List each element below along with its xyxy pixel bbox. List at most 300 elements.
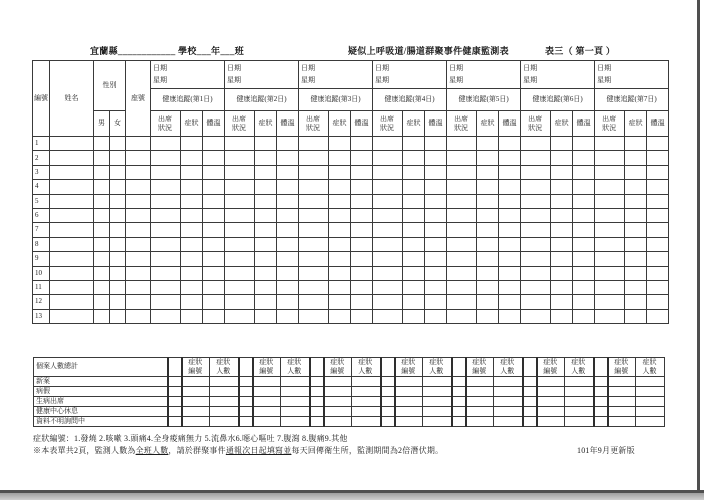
- day-6-symptom-entry-cell: [551, 137, 573, 151]
- day-6-temperature-entry-cell: [573, 223, 595, 237]
- student-row-10: [33, 266, 669, 280]
- day-3-attendance-entry-cell: [299, 194, 329, 208]
- day-2-temperature-entry-cell: [277, 180, 299, 194]
- day-1-attendance-header: [151, 111, 181, 137]
- day-5-symptom-entry-cell: [477, 237, 499, 251]
- summary-symptom-code-entry-cell: [395, 417, 423, 427]
- summary-symptom-count-entry-cell: [210, 417, 239, 427]
- day-7-symptom-entry-cell: [625, 309, 647, 323]
- symptom-count-label: 症狀人數: [500, 358, 515, 375]
- summary-symptom-code-entry-cell: [324, 387, 352, 397]
- summary-symptom-count-entry-cell: [423, 377, 452, 387]
- date-label: 日期: [153, 64, 167, 72]
- day-2-temperature-entry-cell: [277, 137, 299, 151]
- summary-row-label: 生病出席: [34, 397, 168, 407]
- day-2-attendance-entry-cell: [225, 252, 255, 266]
- day-2-symptom-entry-cell: [255, 223, 277, 237]
- day-2-temperature-entry-cell: [277, 266, 299, 280]
- summary-symptom-code-entry-cell: [253, 397, 281, 407]
- day-3-attendance-header: [299, 111, 329, 137]
- summary-spacer-entry-cell: [239, 407, 253, 417]
- day-2-attendance-entry-cell: [225, 137, 255, 151]
- symptom-code-label: 症狀編號: [330, 358, 345, 375]
- summary-day-5-symptom-count-header: [494, 358, 523, 377]
- day-3-attendance-entry-cell: [299, 280, 329, 294]
- male-entry-cell: [94, 309, 110, 323]
- day-6-symptom-entry-cell: [551, 194, 573, 208]
- day-3-symptom-entry-cell: [329, 237, 351, 251]
- day-4-temperature-entry-cell: [425, 151, 447, 165]
- day-4-temperature-entry-cell: [425, 252, 447, 266]
- day-2-symptom-entry-cell: [255, 137, 277, 151]
- summary-spacer-entry-cell: [594, 417, 608, 427]
- day-2-symptom-entry-cell: [255, 309, 277, 323]
- summary-spacer-entry-cell: [310, 387, 324, 397]
- day-7-temperature-entry-cell: [647, 151, 669, 165]
- summary-symptom-count-entry-cell: [423, 417, 452, 427]
- day-4-temperature-entry-cell: [425, 309, 447, 323]
- summary-symptom-code-entry-cell: [324, 417, 352, 427]
- summary-row: [34, 387, 665, 397]
- summary-spacer-entry-cell: [310, 397, 324, 407]
- day-4-temperature-entry-cell: [425, 165, 447, 179]
- summary-symptom-code-entry-cell: [608, 407, 636, 417]
- summary-day-1-symptom-count-header: [210, 358, 239, 377]
- summary-day-7-symptom-count-header: [636, 358, 665, 377]
- symptom-count-label: 症狀人數: [642, 358, 657, 375]
- day-6-symptom-entry-cell: [551, 223, 573, 237]
- day-2-temperature-entry-cell: [277, 223, 299, 237]
- day-5-attendance-entry-cell: [447, 280, 477, 294]
- day-7-attendance-entry-cell: [595, 309, 625, 323]
- day-6-temperature-entry-cell: [573, 252, 595, 266]
- row-number-cell: 5: [33, 194, 50, 208]
- day-5-symptom-entry-cell: [477, 266, 499, 280]
- summary-symptom-count-entry-cell: [281, 417, 310, 427]
- day-6-attendance-entry-cell: [521, 295, 551, 309]
- summary-row: [34, 407, 665, 417]
- summary-day-6-symptom-code-header: [537, 358, 565, 377]
- summary-symptom-code-entry-cell: [182, 377, 210, 387]
- day-7-attendance-header: [595, 111, 625, 137]
- male-entry-cell: [94, 280, 110, 294]
- summary-spacer-entry-cell: [239, 397, 253, 407]
- student-row-9: [33, 252, 669, 266]
- summary-spacer-entry-cell: [594, 377, 608, 387]
- summary-spacer-entry-cell: [168, 407, 182, 417]
- day-2-attendance-entry-cell: [225, 165, 255, 179]
- day-3-tracking-header: 健康追蹤(第3日): [299, 89, 373, 111]
- female-entry-cell: [110, 295, 126, 309]
- seat-entry-cell: [126, 280, 151, 294]
- female-entry-cell: [110, 180, 126, 194]
- summary-symptom-code-entry-cell: [395, 377, 423, 387]
- student-row-1: [33, 137, 669, 151]
- name-entry-cell: [50, 165, 94, 179]
- day-1-attendance-entry-cell: [151, 194, 181, 208]
- day-5-attendance-entry-cell: [447, 151, 477, 165]
- day-1-symptom-entry-cell: [181, 280, 203, 294]
- summary-day-1-spacer-cell: [168, 358, 182, 377]
- day-2-attendance-entry-cell: [225, 194, 255, 208]
- day-7-attendance-entry-cell: [595, 237, 625, 251]
- day-6-date-week-cell: [521, 61, 595, 89]
- day-1-attendance-entry-cell: [151, 309, 181, 323]
- male-entry-cell: [94, 137, 110, 151]
- day-1-symptom-entry-cell: [181, 223, 203, 237]
- day-6-symptom-entry-cell: [551, 280, 573, 294]
- summary-symptom-code-entry-cell: [608, 387, 636, 397]
- summary-symptom-code-entry-cell: [537, 387, 565, 397]
- day-2-attendance-entry-cell: [225, 280, 255, 294]
- day-5-attendance-entry-cell: [447, 137, 477, 151]
- day-6-symptom-header: 症狀: [551, 111, 573, 137]
- summary-day-7-spacer-cell: [594, 358, 608, 377]
- student-row-7: [33, 223, 669, 237]
- day-7-temperature-entry-cell: [647, 208, 669, 222]
- day-4-attendance-entry-cell: [373, 237, 403, 251]
- week-label: 星期: [449, 76, 464, 84]
- day-4-attendance-entry-cell: [373, 180, 403, 194]
- day-5-temperature-entry-cell: [499, 180, 521, 194]
- day-2-date-week-cell: [225, 61, 299, 89]
- day-6-attendance-entry-cell: [521, 223, 551, 237]
- day-1-symptom-entry-cell: [181, 194, 203, 208]
- day-3-symptom-header: 症狀: [329, 111, 351, 137]
- summary-symptom-count-entry-cell: [565, 377, 594, 387]
- day-2-tracking-header: 健康追蹤(第2日): [225, 89, 299, 111]
- instruction-note: [33, 445, 443, 456]
- day-6-temperature-entry-cell: [573, 280, 595, 294]
- seat-entry-cell: [126, 180, 151, 194]
- day-4-symptom-entry-cell: [403, 208, 425, 222]
- day-6-attendance-entry-cell: [521, 180, 551, 194]
- day-6-temperature-entry-cell: [573, 295, 595, 309]
- summary-symptom-count-entry-cell: [210, 387, 239, 397]
- date-label: 日期: [523, 64, 538, 72]
- day-4-temperature-entry-cell: [425, 237, 447, 251]
- day-4-symptom-entry-cell: [403, 309, 425, 323]
- day-6-attendance-entry-cell: [521, 252, 551, 266]
- seat-entry-cell: [126, 237, 151, 251]
- summary-symptom-count-entry-cell: [636, 407, 665, 417]
- student-row-2: [33, 151, 669, 165]
- day-5-attendance-entry-cell: [447, 309, 477, 323]
- summary-symptom-count-entry-cell: [281, 387, 310, 397]
- day-3-symptom-entry-cell: [329, 151, 351, 165]
- day-7-symptom-entry-cell: [625, 137, 647, 151]
- female-entry-cell: [110, 252, 126, 266]
- day-5-attendance-entry-cell: [447, 223, 477, 237]
- name-entry-cell: [50, 280, 94, 294]
- day-2-symptom-header: 症狀: [255, 111, 277, 137]
- day-6-tracking-header: 健康追蹤(第6日): [521, 89, 595, 111]
- day-1-symptom-entry-cell: [181, 151, 203, 165]
- day-3-attendance-entry-cell: [299, 252, 329, 266]
- summary-symptom-count-entry-cell: [352, 397, 381, 407]
- day-5-temperature-entry-cell: [499, 266, 521, 280]
- day-4-temperature-entry-cell: [425, 266, 447, 280]
- day-1-attendance-entry-cell: [151, 165, 181, 179]
- day-3-symptom-entry-cell: [329, 252, 351, 266]
- female-entry-cell: [110, 194, 126, 208]
- day-1-attendance-entry-cell: [151, 137, 181, 151]
- day-2-symptom-entry-cell: [255, 180, 277, 194]
- day-5-temperature-entry-cell: [499, 151, 521, 165]
- case-count-summary-table: [33, 357, 665, 427]
- day-4-symptom-entry-cell: [403, 137, 425, 151]
- summary-spacer-entry-cell: [310, 377, 324, 387]
- day-4-symptom-entry-cell: [403, 252, 425, 266]
- summary-symptom-count-entry-cell: [565, 417, 594, 427]
- name-entry-cell: [50, 208, 94, 222]
- attendance-label: 出席狀況: [602, 114, 617, 132]
- day-4-attendance-entry-cell: [373, 194, 403, 208]
- date-label: 日期: [227, 64, 242, 72]
- day-3-date-week-cell: [299, 61, 373, 89]
- day-1-date-week-cell: [151, 61, 225, 89]
- summary-spacer-entry-cell: [452, 417, 466, 427]
- summary-spacer-entry-cell: [452, 397, 466, 407]
- summary-symptom-count-entry-cell: [352, 407, 381, 417]
- day-3-attendance-entry-cell: [299, 165, 329, 179]
- day-3-temperature-header: 體溫: [351, 111, 373, 137]
- day-7-temperature-entry-cell: [647, 180, 669, 194]
- summary-spacer-entry-cell: [381, 397, 395, 407]
- day-1-temperature-entry-cell: [203, 252, 225, 266]
- day-3-attendance-entry-cell: [299, 208, 329, 222]
- day-7-temperature-entry-cell: [647, 309, 669, 323]
- day-5-symptom-entry-cell: [477, 151, 499, 165]
- day-1-attendance-entry-cell: [151, 295, 181, 309]
- day-6-temperature-entry-cell: [573, 151, 595, 165]
- seat-entry-cell: [126, 295, 151, 309]
- student-row-4: [33, 180, 669, 194]
- day-6-symptom-entry-cell: [551, 165, 573, 179]
- summary-symptom-count-entry-cell: [352, 377, 381, 387]
- day-1-symptom-entry-cell: [181, 309, 203, 323]
- day-5-symptom-entry-cell: [477, 295, 499, 309]
- day-2-symptom-entry-cell: [255, 266, 277, 280]
- day-3-attendance-entry-cell: [299, 180, 329, 194]
- note-prefix: ※本表單共2頁，監測人數為: [33, 446, 136, 455]
- day-7-attendance-entry-cell: [595, 208, 625, 222]
- summary-day-4-symptom-code-header: [395, 358, 423, 377]
- day-1-temperature-entry-cell: [203, 165, 225, 179]
- summary-spacer-entry-cell: [452, 387, 466, 397]
- summary-symptom-code-entry-cell: [182, 387, 210, 397]
- day-2-temperature-entry-cell: [277, 237, 299, 251]
- summary-row-label: 資料不明詢問中: [34, 417, 168, 427]
- day-3-temperature-entry-cell: [351, 309, 373, 323]
- day-6-attendance-entry-cell: [521, 208, 551, 222]
- summary-spacer-entry-cell: [381, 407, 395, 417]
- symptom-count-label: 症狀人數: [358, 358, 373, 375]
- summary-spacer-entry-cell: [523, 407, 537, 417]
- summary-symptom-count-entry-cell: [636, 387, 665, 397]
- day-1-temperature-entry-cell: [203, 309, 225, 323]
- day-5-attendance-entry-cell: [447, 180, 477, 194]
- day-3-attendance-entry-cell: [299, 137, 329, 151]
- week-label: 星期: [597, 76, 612, 84]
- day-4-symptom-entry-cell: [403, 280, 425, 294]
- day-6-symptom-entry-cell: [551, 266, 573, 280]
- row-number-cell: 10: [33, 266, 50, 280]
- summary-spacer-entry-cell: [523, 387, 537, 397]
- summary-symptom-code-entry-cell: [608, 377, 636, 387]
- name-header: 姓名: [50, 61, 94, 137]
- day-5-temperature-entry-cell: [499, 194, 521, 208]
- summary-day-3-symptom-count-header: [352, 358, 381, 377]
- day-7-attendance-entry-cell: [595, 252, 625, 266]
- day-6-temperature-header: 體溫: [573, 111, 595, 137]
- summary-symptom-count-entry-cell: [494, 417, 523, 427]
- day-6-attendance-header: [521, 111, 551, 137]
- summary-total-header: 個案人數總計: [34, 358, 168, 377]
- summary-spacer-entry-cell: [452, 407, 466, 417]
- row-number-cell: 1: [33, 137, 50, 151]
- day-3-temperature-entry-cell: [351, 208, 373, 222]
- day-3-symptom-entry-cell: [329, 280, 351, 294]
- seat-entry-cell: [126, 194, 151, 208]
- row-number-cell: 8: [33, 237, 50, 251]
- day-4-temperature-header: 體溫: [425, 111, 447, 137]
- student-row-3: [33, 165, 669, 179]
- male-entry-cell: [94, 208, 110, 222]
- summary-symptom-code-entry-cell: [537, 397, 565, 407]
- day-7-symptom-entry-cell: [625, 194, 647, 208]
- day-7-temperature-entry-cell: [647, 295, 669, 309]
- day-5-attendance-entry-cell: [447, 165, 477, 179]
- day-1-temperature-entry-cell: [203, 237, 225, 251]
- summary-symptom-count-entry-cell: [281, 407, 310, 417]
- name-entry-cell: [50, 194, 94, 208]
- summary-spacer-entry-cell: [310, 417, 324, 427]
- summary-spacer-entry-cell: [239, 417, 253, 427]
- summary-symptom-count-entry-cell: [281, 397, 310, 407]
- day-1-tracking-header: 健康追蹤(第1日): [151, 89, 225, 111]
- summary-symptom-code-entry-cell: [182, 397, 210, 407]
- symptom-code-label: 症狀編號: [614, 358, 629, 375]
- day-7-symptom-entry-cell: [625, 151, 647, 165]
- day-7-attendance-entry-cell: [595, 295, 625, 309]
- day-4-attendance-entry-cell: [373, 151, 403, 165]
- day-7-symptom-header: 症狀: [625, 111, 647, 137]
- summary-symptom-code-entry-cell: [537, 407, 565, 417]
- day-1-temperature-entry-cell: [203, 137, 225, 151]
- summary-spacer-entry-cell: [168, 377, 182, 387]
- summary-symptom-code-entry-cell: [324, 397, 352, 407]
- day-2-temperature-entry-cell: [277, 151, 299, 165]
- day-3-symptom-entry-cell: [329, 309, 351, 323]
- day-3-symptom-entry-cell: [329, 137, 351, 151]
- day-2-attendance-header: [225, 111, 255, 137]
- seat-entry-cell: [126, 223, 151, 237]
- symptom-code-label: 症狀編號: [543, 358, 558, 375]
- day-1-attendance-entry-cell: [151, 237, 181, 251]
- male-entry-cell: [94, 237, 110, 251]
- summary-symptom-code-entry-cell: [395, 407, 423, 417]
- day-5-attendance-entry-cell: [447, 208, 477, 222]
- row-number-cell: 13: [33, 309, 50, 323]
- day-1-symptom-entry-cell: [181, 165, 203, 179]
- seat-entry-cell: [126, 266, 151, 280]
- day-6-attendance-entry-cell: [521, 280, 551, 294]
- day-3-symptom-entry-cell: [329, 180, 351, 194]
- day-4-temperature-entry-cell: [425, 137, 447, 151]
- attendance-label: 出席狀況: [454, 114, 469, 132]
- version-label: 101年9月更新版: [577, 446, 635, 455]
- day-7-symptom-entry-cell: [625, 295, 647, 309]
- day-7-attendance-entry-cell: [595, 266, 625, 280]
- seat-entry-cell: [126, 165, 151, 179]
- seat-entry-cell: [126, 137, 151, 151]
- day-7-attendance-entry-cell: [595, 165, 625, 179]
- day-2-symptom-entry-cell: [255, 165, 277, 179]
- summary-spacer-entry-cell: [594, 397, 608, 407]
- day-4-temperature-entry-cell: [425, 180, 447, 194]
- sheet-number: 表三（ 第一頁 ）: [545, 46, 616, 56]
- name-entry-cell: [50, 180, 94, 194]
- day-5-symptom-entry-cell: [477, 180, 499, 194]
- summary-day-6-spacer-cell: [523, 358, 537, 377]
- summary-symptom-code-entry-cell: [253, 417, 281, 427]
- summary-symptom-count-entry-cell: [636, 397, 665, 407]
- student-row-8: [33, 237, 669, 251]
- day-6-temperature-entry-cell: [573, 237, 595, 251]
- day-5-temperature-entry-cell: [499, 295, 521, 309]
- summary-symptom-count-entry-cell: [636, 377, 665, 387]
- day-1-symptom-header: 症狀: [181, 111, 203, 137]
- day-2-temperature-entry-cell: [277, 208, 299, 222]
- summary-symptom-count-entry-cell: [352, 387, 381, 397]
- day-5-attendance-entry-cell: [447, 194, 477, 208]
- summary-spacer-entry-cell: [168, 387, 182, 397]
- day-2-symptom-entry-cell: [255, 151, 277, 165]
- day-1-symptom-entry-cell: [181, 252, 203, 266]
- day-1-symptom-entry-cell: [181, 237, 203, 251]
- day-6-temperature-entry-cell: [573, 165, 595, 179]
- male-entry-cell: [94, 151, 110, 165]
- summary-symptom-count-entry-cell: [494, 377, 523, 387]
- day-7-temperature-header: 體溫: [647, 111, 669, 137]
- male-entry-cell: [94, 266, 110, 280]
- seat-entry-cell: [126, 208, 151, 222]
- name-entry-cell: [50, 266, 94, 280]
- day-3-attendance-entry-cell: [299, 266, 329, 280]
- summary-symptom-count-entry-cell: [494, 387, 523, 397]
- summary-symptom-code-entry-cell: [253, 407, 281, 417]
- day-7-temperature-entry-cell: [647, 237, 669, 251]
- summary-spacer-entry-cell: [523, 377, 537, 387]
- day-3-temperature-entry-cell: [351, 295, 373, 309]
- day-4-attendance-entry-cell: [373, 137, 403, 151]
- day-3-symptom-entry-cell: [329, 208, 351, 222]
- name-entry-cell: [50, 137, 94, 151]
- day-7-attendance-entry-cell: [595, 223, 625, 237]
- summary-symptom-code-entry-cell: [324, 377, 352, 387]
- day-2-temperature-header: 體溫: [277, 111, 299, 137]
- summary-spacer-entry-cell: [381, 387, 395, 397]
- row-number-cell: 6: [33, 208, 50, 222]
- summary-spacer-entry-cell: [523, 417, 537, 427]
- form-title: 疑似上呼吸道/腸道群聚事件健康監測表: [348, 46, 509, 56]
- summary-spacer-entry-cell: [168, 397, 182, 407]
- student-row-11: [33, 280, 669, 294]
- day-7-symptom-entry-cell: [625, 223, 647, 237]
- day-1-attendance-entry-cell: [151, 266, 181, 280]
- summary-day-3-symptom-code-header: [324, 358, 352, 377]
